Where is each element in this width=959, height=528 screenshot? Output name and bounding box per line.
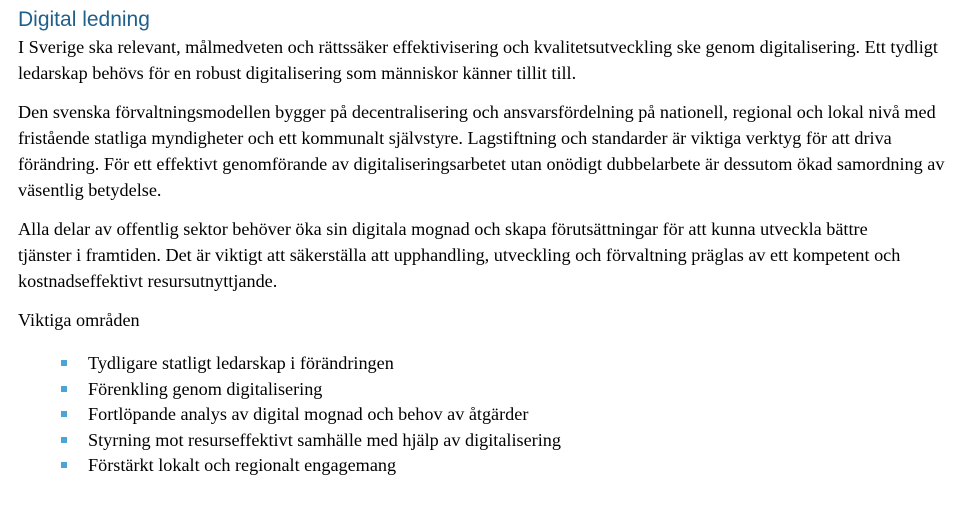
section-heading: Digital ledning bbox=[18, 8, 150, 31]
list-item bbox=[61, 402, 948, 428]
paragraph-administration-model: Den svenska förvaltningsmodellen bygger på decentralisering och ansvarsfördelning på nationell, regional och lokal nivå med fristående statliga myndigheter och ett kommunalt självstyre. Lagstiftning och standarder är viktiga verktyg för att driva förändring. För ett effektivt genomförande av digitaliseringsarbetet utan onödigt dubbelarbete är dessutom ökad samordning av väsentlig betydelse. bbox=[18, 102, 945, 200]
list-item-text: Fortlöpande analys av digital mognad och behov av åtgärder bbox=[88, 404, 529, 424]
paragraph-public-sector: Alla delar av offentlig sektor behöver öka sin digitala mognad och skapa förutsättningar för att kunna utveckla bättre tjänster i framtiden. Det är viktigt att säkerställa att upphandling, utveckling och förvaltning präglas av ett kompetent och kostnadseffektivt resursutnyttjande. bbox=[18, 219, 901, 291]
list-item-text: Förenkling genom digitalisering bbox=[88, 378, 323, 399]
list-item-text: Förstärkt lokalt och regionalt engagemang bbox=[88, 455, 397, 475]
list-item-text: Styrning mot resurseffektivt samhälle med hjälp av digitalisering bbox=[88, 429, 561, 450]
document-page bbox=[18, 6, 948, 479]
square-bullet-icon bbox=[61, 360, 67, 366]
key-areas-list bbox=[18, 351, 948, 479]
square-bullet-icon bbox=[61, 437, 67, 443]
list-item bbox=[61, 377, 948, 403]
list-item-text: Tydligare statligt ledarskap i förändringen bbox=[88, 353, 394, 373]
square-bullet-icon bbox=[61, 386, 67, 392]
list-item bbox=[61, 428, 948, 454]
paragraph-key-areas-label: Viktiga områden bbox=[18, 310, 140, 330]
square-bullet-icon bbox=[61, 411, 67, 417]
square-bullet-icon bbox=[61, 462, 67, 468]
paragraph-intro: I Sverige ska relevant, målmedveten och rättssäker effektivisering och kvalitetsutveckling ske genom digitalisering. Ett tydligt ledarskap behövs för en robust digitalisering som människor känner tillit till. bbox=[18, 37, 938, 83]
list-item bbox=[61, 351, 948, 377]
list-item bbox=[61, 453, 948, 479]
